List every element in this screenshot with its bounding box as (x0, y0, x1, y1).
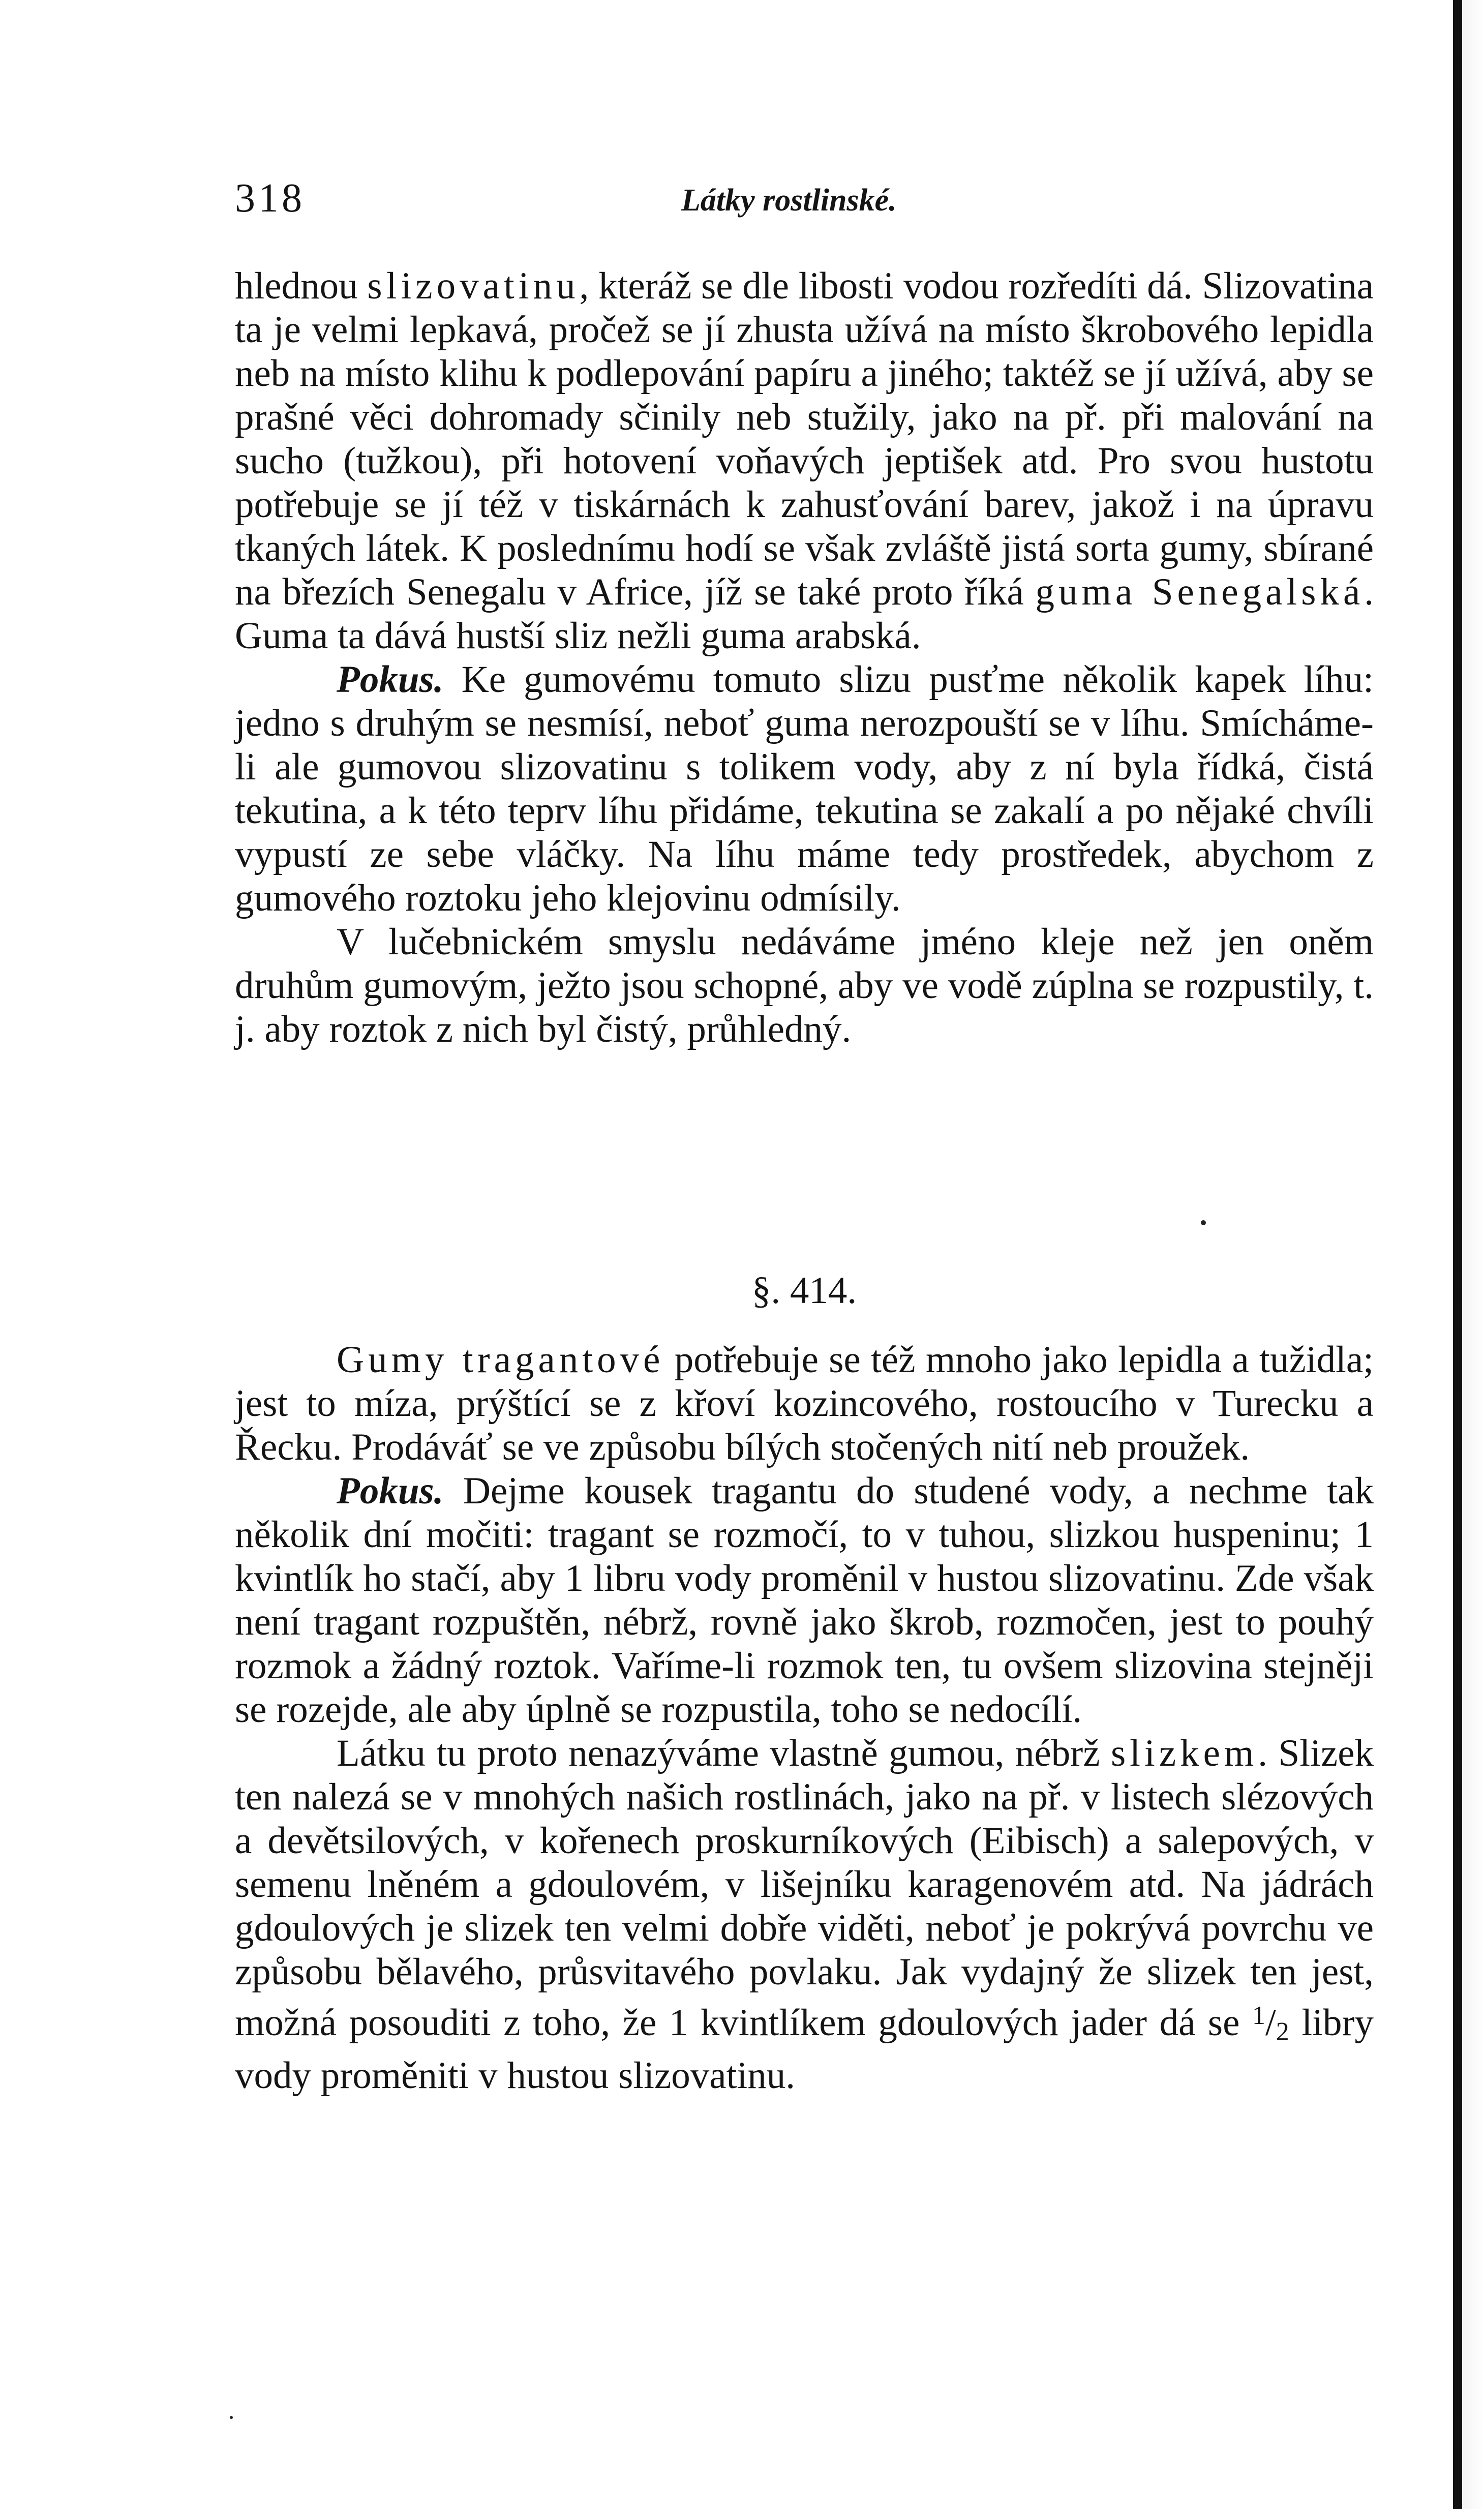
paragraph-pokus-1: Pokus. Ke gumovému tomuto slizu pusťme několik kapek líhu: jedno s druhým se nesmísí, neboť guma nerozpouští se v líhu. Smícháme-li ale gumovou slizovatinu s tolikem vody, aby z ní byla řídká, čistá tekutina, a k této teprv líhu přidáme, tekutina se zakalí a po nějaké chvíli vypustí ze sebe vláčky. Na líhu máme tedy prostředek, abychom z gumového roztoku jeho klejovinu odmísily. (235, 658, 1374, 919)
page-number: 318 (235, 176, 305, 221)
fraction-denominator: 2 (1276, 2017, 1289, 2046)
pokus-label: Pokus. (337, 658, 444, 701)
term-gumy-tragantove: Gumy tragantové (337, 1339, 664, 1381)
pokus-label: Pokus. (337, 1470, 444, 1512)
paragraph-slizek: Látku tu proto nenazýváme vlastně gumou, nébrž slizkem. Slizek ten nalezá se v mnohých našich rostlinách, jako na př. v listech slézových a devětsilových, v kořenech proskurníkových (Eibisch) a salepových, v semenu lněném a gdoulovém, v lišejníku karagenovém atd. Na jádrách gdoulových je slizek ten velmi dobře viděti, neboť je pokrývá povrchu ve způsobu bělavého, průsvitavého povlaku. Jak vydajný že slizek ten jest, možná posouditi z toho, že 1 kvintlíkem gdoulových jader dá se $^1$/2 libry vody proměniti v hustou slizovatinu. (235, 1732, 1374, 2097)
term-slizovatinu: slizovatinu (367, 265, 580, 307)
page-edge-line (1453, 0, 1462, 2509)
text-block-upper (235, 264, 1374, 1051)
term-slizkem: slizkem (1111, 1732, 1258, 1774)
section-heading: §. 414. (751, 1269, 857, 1312)
paper-speck (1201, 1220, 1206, 1225)
running-head: Látky rostlinské. (681, 183, 897, 218)
fraction-numerator: 1 (1252, 2001, 1265, 2030)
text-block-lower (235, 1338, 1374, 2098)
fraction-slash: / (1265, 2002, 1276, 2044)
page-edge-shadow (1462, 0, 1484, 2509)
paragraph-pokus-2: Pokus. Dejme kousek tragantu do studené vody, a nechme tak několik dní močiti: tragant se rozmočí, to v tuhou, slizkou huspeninu; 1 kvintlík ho stačí, aby 1 libru vody proměnil v hustou slizovatinu. Zde však není tragant rozpuštěn, nébrž, rovně jako škrob, rozmočen, jest to pouhý rozmok a žádný roztok. Vaříme-li rozmok ten, tu ovšem slizovina stejněji se rozejde, ale aby úplně se rozpustila, toho se nedocílí. (235, 1470, 1374, 1731)
paper-speck (230, 2416, 233, 2419)
paragraph-gumy-tragantove: Gumy tragantové potřebuje se též mnoho jako lepidla a tužidla; jest to míza, prýštící se z křoví kozincového, rostoucího v Turecku a Řecku. Prodáváť se ve způsobu bílých stočených nití neb proužek. (235, 1339, 1374, 1468)
term-guma-senegalska: guma Senegalská (1035, 571, 1365, 613)
paragraph-slizovatina: hlednou slizovatinu, kteráž se dle libosti vodou rozředíti dá. Slizovatina ta je velmi lepkavá, pročež se jí zhusta užívá na místo škrobového lepidla neb na místo klihu k podlepování papíru a jiného; taktéž se jí užívá, aby se prašné věci dohromady sčinily neb stužily, jako na př. při malování na sucho (tužkou), při hotovení voňavých jeptišek atd. Pro svou hustotu potřebuje se jí též v tiskárnách k zahusťování barev, jakož i na úpravu tkaných látek. K poslednímu hodí se však zvláště jistá sorta gumy, sbírané na březích Senegalu v Africe, jíž se také proto říká guma Senegalská. Guma ta dává hustší sliz nežli guma arabská. (235, 265, 1374, 657)
paragraph-lucebnicky-smysl: V lučebnickém smyslu nedáváme jméno kleje než jen oněm druhům gumovým, ježto jsou schopné, aby ve vodě zúplna se rozpustily, t. j. aby roztok z nich byl čistý, průhledný. (235, 921, 1374, 1050)
page-header (235, 175, 1374, 231)
